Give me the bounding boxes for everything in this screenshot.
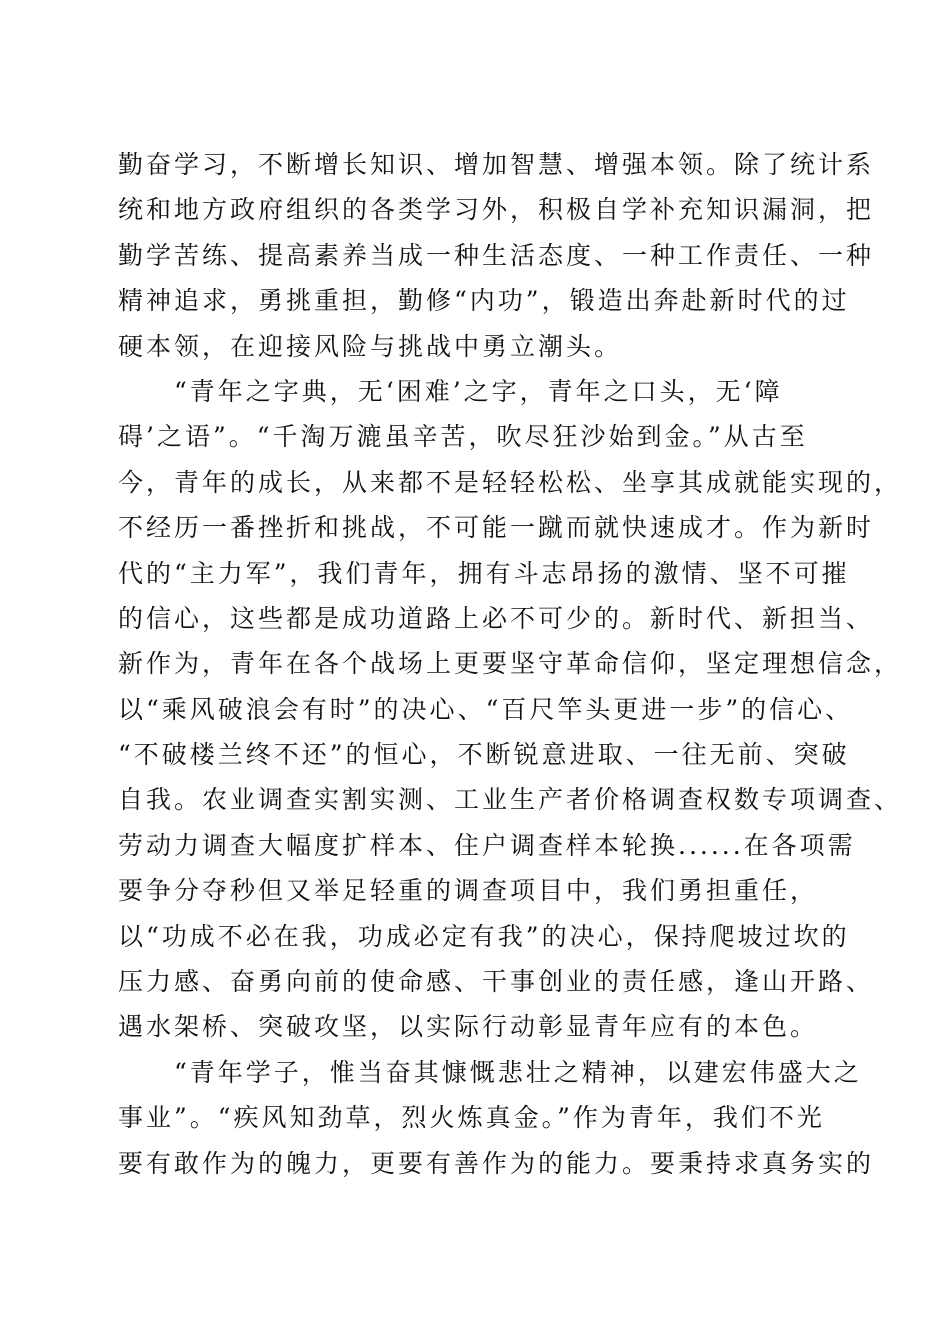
text-line: 碍’之语”。“千淘万漉虽辛苦，吹尽狂沙始到金。”从古至 bbox=[118, 422, 808, 452]
text-line: 今，青年的成长，从来都不是轻轻松松、坐享其成就能实现的， bbox=[118, 467, 903, 497]
text-line: 硬本领，在迎接风险与挑战中勇立潮头。 bbox=[118, 331, 623, 361]
text-line: 事业”。“疾风知劲草，烈火炼真金。”作为青年，我们不光 bbox=[118, 1103, 825, 1133]
paragraph-start-line: “青年之字典，无‘困难’之字，青年之口头，无‘障 bbox=[174, 376, 783, 406]
text-line: 代的“主力军”，我们青年，拥有斗志昂扬的激情、坚不可摧 bbox=[118, 558, 850, 588]
body-text bbox=[118, 142, 903, 1186]
text-line: 新作为，青年在各个战场上更要坚守革命信仰，坚定理想信念， bbox=[118, 649, 903, 679]
paragraph-start-line: “青年学子，惟当奋其慷慨悲壮之精神，以建宏伟盛大之 bbox=[174, 1057, 862, 1087]
text-line: 的信心，这些都是成功道路上必不可少的。新时代、新担当、 bbox=[118, 603, 875, 633]
text-line: 精神追求，勇挑重担，勤修“内功”，锻造出奔赴新时代的过 bbox=[118, 286, 850, 316]
text-line: 自我。农业调查实割实测、工业生产者价格调查权数专项调查、 bbox=[118, 785, 903, 815]
text-line: 勤奋学习，不断增长知识、增加智慧、增强本领。除了统计系 bbox=[118, 150, 875, 179]
text-line: 要争分夺秒但又举足轻重的调查项目中，我们勇担重任， bbox=[118, 876, 819, 906]
text-line: “不破楼兰终不还”的恒心，不断锐意进取、一往无前、突破 bbox=[118, 740, 850, 770]
text-line: 遇水架桥、突破攻坚，以实际行动彰显青年应有的本色。 bbox=[118, 1012, 819, 1042]
text-line: 以“乘风破浪会有时”的决心、“百尺竿头更进一步”的信心、 bbox=[118, 694, 854, 724]
text-line: 以“功成不必在我，功成必定有我”的决心，保持爬坡过坎的 bbox=[118, 921, 850, 951]
text-line: 不经历一番挫折和挑战，不可能一蹴而就快速成才。作为新时 bbox=[118, 513, 875, 543]
text-line: 压力感、奋勇向前的使命感、干事创业的责任感，逢山开路、 bbox=[118, 967, 875, 997]
text-line: 勤学苦练、提高素养当成一种生活态度、一种工作责任、一种 bbox=[118, 240, 875, 270]
text-line: 统和地方政府组织的各类学习外，积极自学补充知识漏洞，把 bbox=[118, 195, 875, 225]
text-line: 要有敢作为的魄力，更要有善作为的能力。要秉持求真务实的 bbox=[118, 1148, 875, 1178]
text-line: 劳动力调查大幅度扩样本、住户调查样本轮换......在各项需 bbox=[118, 830, 856, 860]
